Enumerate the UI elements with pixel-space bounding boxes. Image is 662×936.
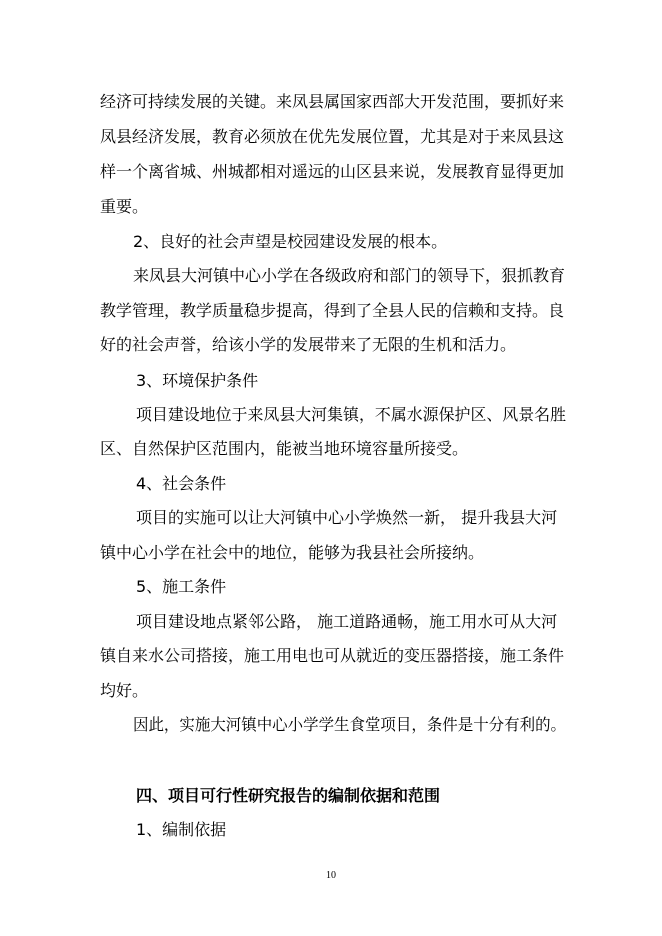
paragraph-line: 因此，实施大河镇中心小学学生食堂项目，条件是十分有利的。 bbox=[133, 715, 567, 734]
section-item-title: 5、施工条件 bbox=[136, 577, 227, 596]
paragraph-line: 项目的实施可以让大河镇中心小学焕然一新， 提升我县大河 bbox=[136, 508, 558, 527]
section-item-title: 2、良好的社会声望是校园建设发展的根本。 bbox=[133, 232, 448, 251]
paragraph-line: 教学管理，教学质量稳步提高，得到了全县人民的信赖和支持。良 bbox=[100, 301, 565, 320]
paragraph-line: 镇自来水公司搭接，施工用电也可从就近的变压器搭接，施工条件 bbox=[100, 646, 565, 665]
paragraph-line: 来凤县大河镇中心小学在各级政府和部门的领导下，狠抓教育 bbox=[133, 266, 566, 285]
page-number: 10 bbox=[326, 870, 336, 881]
paragraph-line: 均好。 bbox=[100, 681, 149, 700]
paragraph-line: 镇中心小学在社会中的地位，能够为我县社会所接纳。 bbox=[100, 543, 485, 562]
paragraph-line: 好的社会声誉，给该小学的发展带来了无限的生机和活力。 bbox=[100, 335, 517, 354]
paragraph-line: 重要。 bbox=[100, 197, 149, 216]
paragraph-line: 凤县经济发展，教育必须放在优先发展位置，尤其是对于来凤县这 bbox=[100, 127, 565, 146]
section-item-title: 1、编制依据 bbox=[136, 820, 227, 839]
paragraph-line: 项目建设地位于来凤县大河集镇，不属水源保护区、风景名胜 bbox=[136, 405, 567, 424]
section-item-title: 3、环境保护条件 bbox=[136, 371, 259, 390]
paragraph-line: 区、自然保护区范围内，能被当地环境容量所接受。 bbox=[100, 439, 469, 458]
paragraph-line: 样一个离省城、州城都相对遥远的山区县来说，发展教育显得更加 bbox=[100, 162, 565, 181]
paragraph-line: 经济可持续发展的关键。来凤县属国家西部大开发范围，要抓好来 bbox=[100, 92, 565, 111]
paragraph-line: 项目建设地点紧邻公路， 施工道路通畅，施工用水可从大河 bbox=[136, 612, 558, 631]
section-item-title: 4、社会条件 bbox=[136, 474, 227, 493]
chapter-heading: 四、项目可行性研究报告的编制依据和范围 bbox=[136, 786, 441, 805]
